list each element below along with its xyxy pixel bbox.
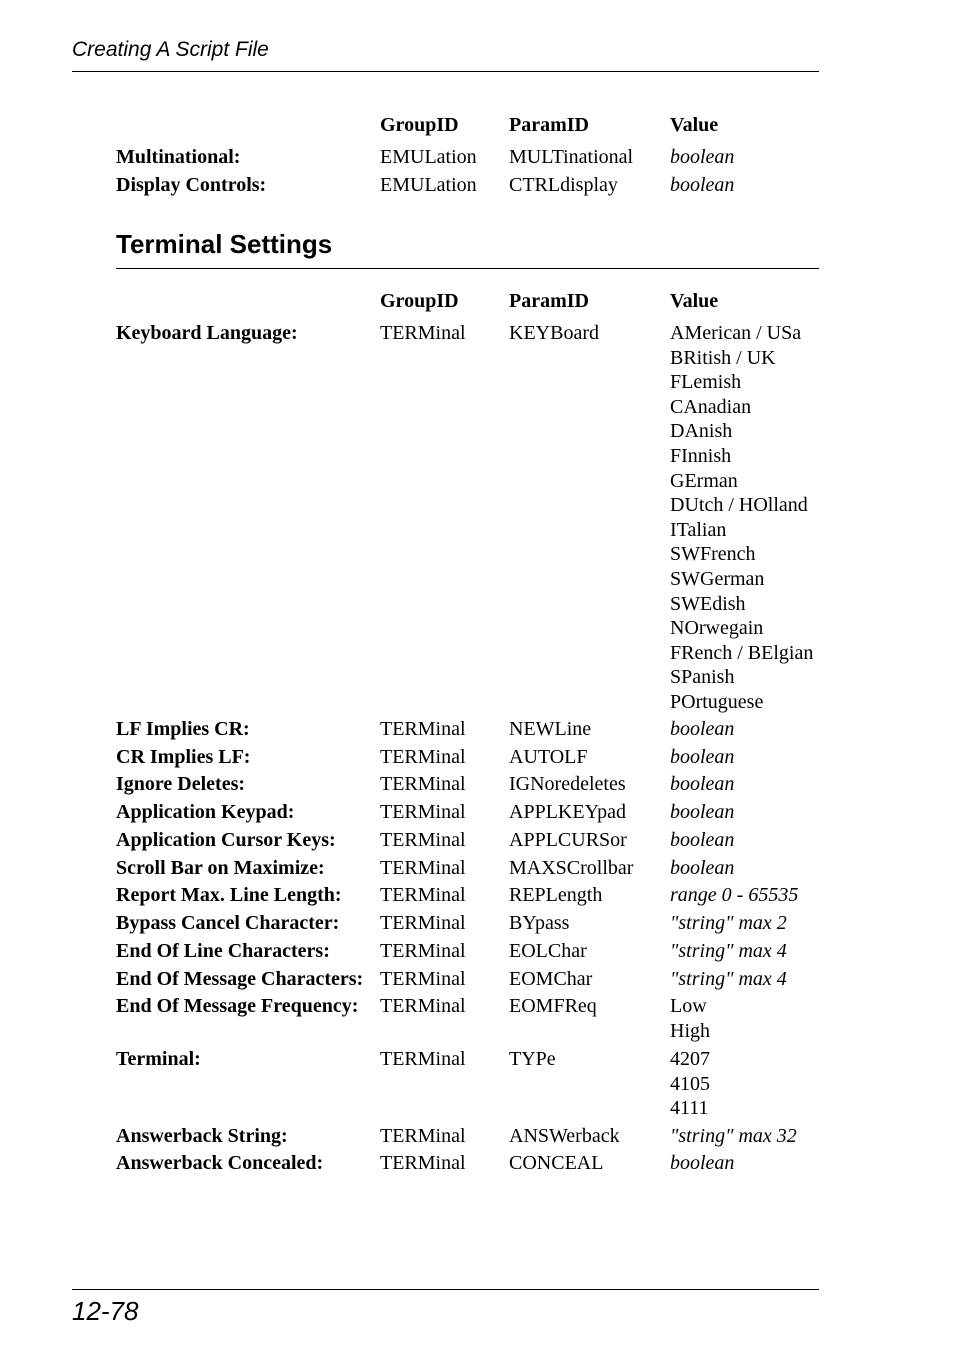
parameter-label: Answerback String: (116, 1125, 288, 1147)
parameter-value: boolean (670, 718, 735, 740)
param-id: REPLength (509, 884, 603, 906)
parameter-value: SWGerman (670, 567, 765, 590)
parameter-value-list (670, 856, 734, 881)
group-id: EMULation (380, 174, 477, 196)
param-id: IGNoredeletes (509, 773, 626, 795)
param-id: EOLChar (509, 940, 587, 962)
param-id: MULTinational (509, 146, 634, 168)
footer-rule (72, 1289, 819, 1290)
parameter-value-list (670, 800, 734, 825)
parameter-value: SWFrench (670, 543, 756, 566)
parameter-value: High (670, 1019, 710, 1042)
group-id: TERMinal (380, 912, 466, 934)
group-id: TERMinal (380, 829, 466, 851)
parameter-label: End Of Line Characters: (116, 940, 330, 962)
parameter-label: Terminal: (116, 1048, 201, 1070)
group-id: TERMinal (380, 884, 466, 906)
parameter-value-list (670, 321, 813, 715)
group-id: TERMinal (380, 1048, 466, 1070)
parameter-value: AMerican / USa (670, 322, 802, 344)
parameter-label: Ignore Deletes: (116, 773, 246, 795)
column-header-groupid: GroupID (380, 290, 459, 312)
parameter-label: End Of Message Frequency: (116, 995, 359, 1017)
parameter-value: FInnish (670, 444, 732, 467)
column-header-paramid: ParamID (509, 114, 589, 136)
parameter-label: Answerback Concealed: (116, 1152, 324, 1174)
group-id: TERMinal (380, 718, 466, 740)
parameter-label: CR Implies LF: (116, 746, 251, 768)
parameter-value: SPanish (670, 666, 735, 689)
parameter-label: End Of Message Characters: (116, 968, 364, 990)
param-id: NEWLine (509, 718, 592, 740)
parameter-value: boolean (670, 773, 735, 795)
group-id: TERMinal (380, 746, 466, 768)
parameter-label: Bypass Cancel Character: (116, 912, 340, 934)
parameter-value: "string" max 4 (670, 968, 787, 990)
running-head: Creating A Script File (72, 38, 269, 61)
parameter-value: "string" max 4 (670, 940, 787, 962)
parameter-label: Keyboard Language: (116, 322, 298, 344)
group-id: TERMinal (380, 857, 466, 879)
column-header-groupid: GroupID (380, 114, 459, 136)
param-id: EOMFReq (509, 995, 597, 1017)
group-id: TERMinal (380, 773, 466, 795)
parameter-value: GErman (670, 469, 738, 492)
parameter-value: 4207 (670, 1048, 710, 1070)
group-id: TERMinal (380, 940, 466, 962)
parameter-value: boolean (670, 174, 735, 196)
parameter-value-list (670, 883, 798, 908)
parameter-value-list (670, 828, 734, 853)
parameter-label: LF Implies CR: (116, 718, 250, 740)
parameter-value-list (670, 745, 734, 770)
param-id: APPLKEYpad (509, 801, 627, 823)
parameter-label: Application Cursor Keys: (116, 829, 336, 851)
parameter-value: Low (670, 995, 707, 1017)
parameter-value-list (670, 717, 734, 742)
param-id: ANSWerback (509, 1125, 620, 1147)
section-title: Terminal Settings (116, 229, 333, 259)
parameter-value: NOrwegain (670, 617, 764, 640)
group-id: TERMinal (380, 801, 466, 823)
parameter-value: CAnadian (670, 395, 752, 418)
group-id: TERMinal (380, 1152, 466, 1174)
page-number: 12-78 (72, 1296, 139, 1326)
column-header-value: Value (670, 290, 719, 312)
parameter-value-list (670, 1151, 734, 1176)
parameter-value-list (670, 967, 787, 992)
parameter-value: DUtch / HOlland (670, 494, 808, 517)
parameter-value-list (670, 939, 787, 964)
section-rule (116, 268, 819, 269)
parameter-value: boolean (670, 1152, 735, 1174)
group-id: EMULation (380, 146, 477, 168)
parameter-value: 4111 (670, 1097, 709, 1120)
column-header-paramid: ParamID (509, 290, 589, 312)
parameter-value-list (670, 994, 710, 1043)
parameter-value-list (670, 1047, 710, 1121)
parameter-value-list (670, 911, 787, 936)
param-id: KEYBoard (509, 322, 599, 344)
parameter-value: boolean (670, 829, 735, 851)
parameter-value: boolean (670, 857, 735, 879)
parameter-value: 4105 (670, 1072, 710, 1095)
parameter-label: Multinational: (116, 146, 241, 168)
param-id: CONCEAL (509, 1152, 604, 1174)
column-header-value: Value (670, 114, 719, 136)
header-rule (72, 71, 819, 72)
parameter-value: POrtuguese (670, 690, 764, 713)
parameter-value: range 0 - 65535 (670, 884, 799, 906)
parameter-value: SWEdish (670, 592, 746, 615)
parameter-value: "string" max 2 (670, 912, 787, 934)
parameter-label: Display Controls: (116, 174, 267, 196)
parameter-value: boolean (670, 146, 735, 168)
parameter-value: BRitish / UK (670, 346, 776, 369)
parameter-value: "string" max 32 (670, 1125, 797, 1147)
param-id: AUTOLF (509, 746, 588, 768)
param-id: CTRLdisplay (509, 174, 618, 196)
group-id: TERMinal (380, 968, 466, 990)
parameter-value: FRench / BElgian (670, 641, 814, 664)
parameter-label: Scroll Bar on Maximize: (116, 857, 325, 879)
param-id: EOMChar (509, 968, 593, 990)
parameter-value: ITalian (670, 518, 727, 541)
param-id: TYPe (509, 1048, 556, 1070)
group-id: TERMinal (380, 322, 466, 344)
group-id: TERMinal (380, 1125, 466, 1147)
group-id: TERMinal (380, 995, 466, 1017)
param-id: BYpass (509, 912, 570, 934)
parameter-value: boolean (670, 746, 735, 768)
parameter-value: FLemish (670, 371, 742, 394)
parameter-value: DAnish (670, 420, 733, 443)
parameter-label: Application Keypad: (116, 801, 295, 823)
parameter-label: Report Max. Line Length: (116, 884, 342, 906)
parameter-value-list (670, 1124, 797, 1149)
param-id: MAXSCrollbar (509, 857, 634, 879)
parameter-value: boolean (670, 801, 735, 823)
param-id: APPLCURSor (509, 829, 627, 851)
parameter-value-list (670, 772, 734, 797)
